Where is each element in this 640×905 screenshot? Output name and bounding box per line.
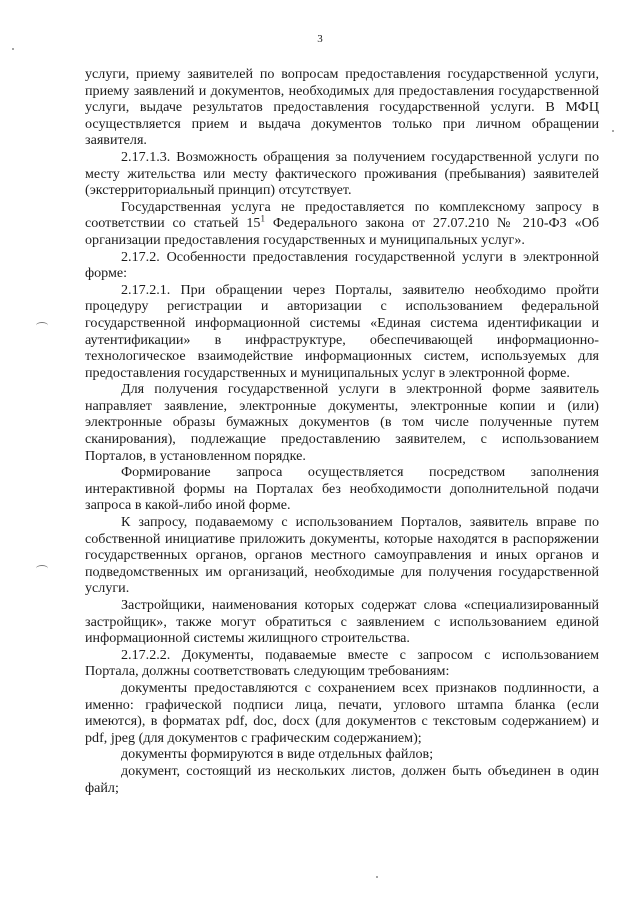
- page-number: 3: [317, 33, 323, 45]
- scan-mark: [36, 565, 48, 572]
- paragraph-3-text-after: Федерального закона от 27.07.210 № 210-ФЗ «Об организации предоставления государственных и муниципальных услуг».: [85, 215, 599, 248]
- paragraph-13: документ, состоящий из нескольких листов, должен быть объединен в один файл;: [85, 762, 599, 796]
- paragraph-8: К запросу, подаваемому с использованием Порталов, заявитель вправе по собственной инициативе приложить документы, которые находятся в распоряжении государственных органов, органов местного самоуправления и иных органов и подведомственных им организаций, необходимые для получения государственной услуги.: [85, 514, 599, 597]
- paragraph-3-text-before: Государственная услуга не предоставляется по комплексному запросу в соответствии со статьей 15: [85, 198, 599, 232]
- paragraph-2: 2.17.1.3. Возможность обращения за получением государственной услуги по месту жительства или месту фактического проживания (пребывания) заявителей (экстерриториальный принцип) отсутствует.: [85, 148, 599, 199]
- scan-dot: [12, 48, 14, 50]
- scan-dot: [612, 130, 614, 132]
- paragraph-4: 2.17.2. Особенности предоставления государственной услуги в электронной форме:: [85, 248, 599, 282]
- paragraph-7: Формирование запроса осуществляется посредством заполнения интерактивной формы на Порталах без необходимости дополнительной подачи запроса в какой-либо иной форме.: [85, 464, 599, 514]
- paragraph-3: [85, 199, 599, 249]
- paragraph-10: 2.17.2.2. Документы, подаваемые вместе с запросом с использованием Портала, должны соответствовать следующим требованиям:: [85, 646, 599, 680]
- superscript-1: 1: [260, 213, 265, 224]
- scan-mark: [36, 322, 48, 329]
- paragraph-5: 2.17.2.1. При обращении через Порталы, заявителю необходимо пройти процедуру регистрации и авторизации с использованием федеральной государственной информационной системы «Единая система идентификации и аутентификации» в инфраструктуре, обеспечивающей информационно-технологическое взаимодействие информационных систем, используемых для предоставления государственных и муниципальных услуг в электронной форме.: [85, 281, 599, 381]
- scan-dot: [376, 876, 378, 878]
- paragraph-12: документы формируются в виде отдельных файлов;: [121, 746, 434, 763]
- paragraph-6: Для получения государственной услуги в электронной форме заявитель направляет заявление, электронные документы, электронные копии и (или) электронные образы бумажных документов (в том числе полученные путем сканирования), подлежащие предоставлению заявителем, с использованием Порталов, в установленном порядке.: [85, 381, 599, 464]
- document-body: [85, 66, 599, 796]
- paragraph-9: Застройщики, наименования которых содержат слова «специализированный застройщик», также могут обратиться с заявлением с использованием единой информационной системы жилищного строительства.: [85, 597, 599, 647]
- paragraph-1: услуги, приему заявителей по вопросам предоставления государственной услуги, приему заявлений и документов, необходимых для предоставления государственной услуги, выдаче результатов предоставления государственной услуги. В МФЦ осуществляется прием и выдача документов только при личном обращении заявителя.: [85, 66, 599, 149]
- paragraph-11: документы предоставляются с сохранением всех признаков подлинности, а именно: графической подписи лица, печати, углового штампа бланка (если имеются), в форматах pdf, doc, docx (для документов с текстовым содержанием) и pdf, jpeg (для документов с графическим содержанием);: [85, 679, 599, 746]
